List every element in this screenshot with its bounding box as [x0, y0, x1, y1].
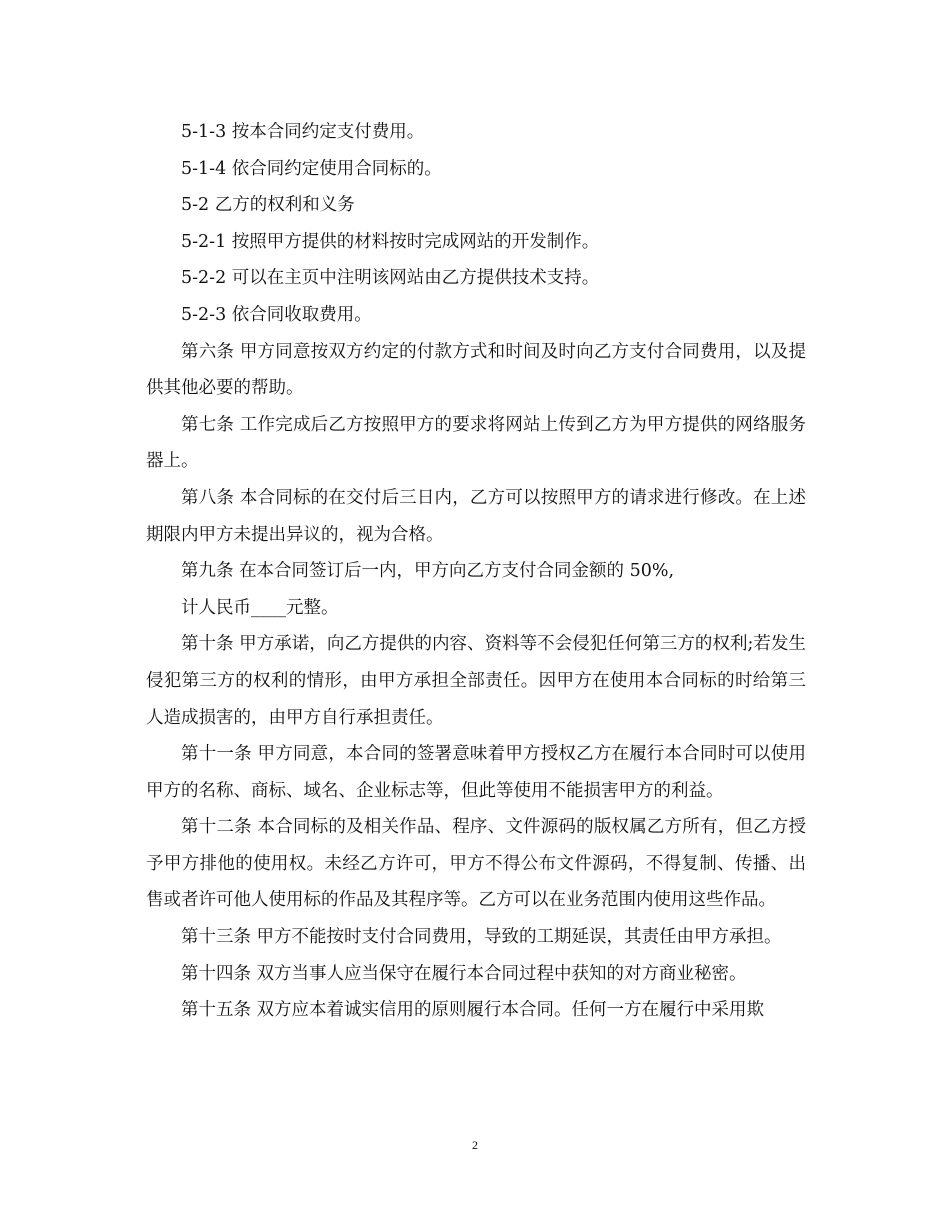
article-14: 第十四条 双方当事人应当保守在履行本合同过程中获知的对方商业秘密。 — [181, 963, 747, 984]
article-13: 第十三条 甲方不能按时支付合同费用，导致的工期延误，其责任由甲方承担。 — [181, 927, 782, 948]
clause-5-2-3: 5-2-3 依合同收取费用。 — [181, 304, 372, 325]
article-6: 第六条 甲方同意按双方约定的付款方式和时间及时向乙方支付合同费用，以及提供其他必要的帮助。 — [146, 341, 806, 399]
article-7: 第七条 工作完成后乙方按照甲方的要求将网站上传到乙方为甲方提供的网络服务器上。 — [146, 414, 806, 472]
article-15: 第十五条 双方应本着诚实信用的原则履行本合同。任何一方在履行中采用欺 — [181, 1000, 765, 1021]
clause-5-1-3: 5-1-3 按本合同约定支付费用。 — [181, 122, 425, 142]
clause-5-2-heading: 5-2 乙方的权利和义务 — [181, 195, 355, 216]
document-body — [146, 114, 806, 1029]
article-10: 第十条 甲方承诺，向乙方提供的内容、资料等不会侵犯任何第三方的权利;若发生侵犯第三方的权利的情形，由甲方承担全部责任。因甲方在使用本合同标的时给第三人造成损害的，由甲方自行承担责任。 — [146, 634, 806, 728]
page-number: 2 — [472, 1138, 478, 1152]
article-9-amount: 计人民币____元整。 — [181, 597, 339, 618]
article-9: 第九条 在本合同签订后一内，甲方向乙方支付合同金额的 50%, — [181, 561, 675, 582]
article-12: 第十二条 本合同标的及相关作品、程序、文件源码的版权属乙方所有，但乙方授予甲方排他的使用权。未经乙方许可，甲方不得公布文件源码，不得复制、传播、出售或者许可他人使用标的作品及其程序等。乙方可以在业务范围内使用这些作品。 — [146, 817, 806, 911]
article-11: 第十一条 甲方同意，本合同的签署意味着甲方授权乙方在履行本合同时可以使用甲方的名称、商标、域名、企业标志等，但此等使用不能损害甲方的利益。 — [146, 744, 806, 801]
clause-5-2-1: 5-2-1 按照甲方提供的材料按时完成网站的开发制作。 — [181, 231, 600, 252]
clause-5-1-4: 5-1-4 依合同约定使用合同标的。 — [181, 158, 442, 179]
clause-5-2-2: 5-2-2 可以在主页中注明该网站由乙方提供技术支持。 — [181, 268, 600, 289]
article-8: 第八条 本合同标的在交付后三日内，乙方可以按照甲方的请求进行修改。在上述期限内甲方未提出异议的，视为合格。 — [146, 487, 806, 545]
